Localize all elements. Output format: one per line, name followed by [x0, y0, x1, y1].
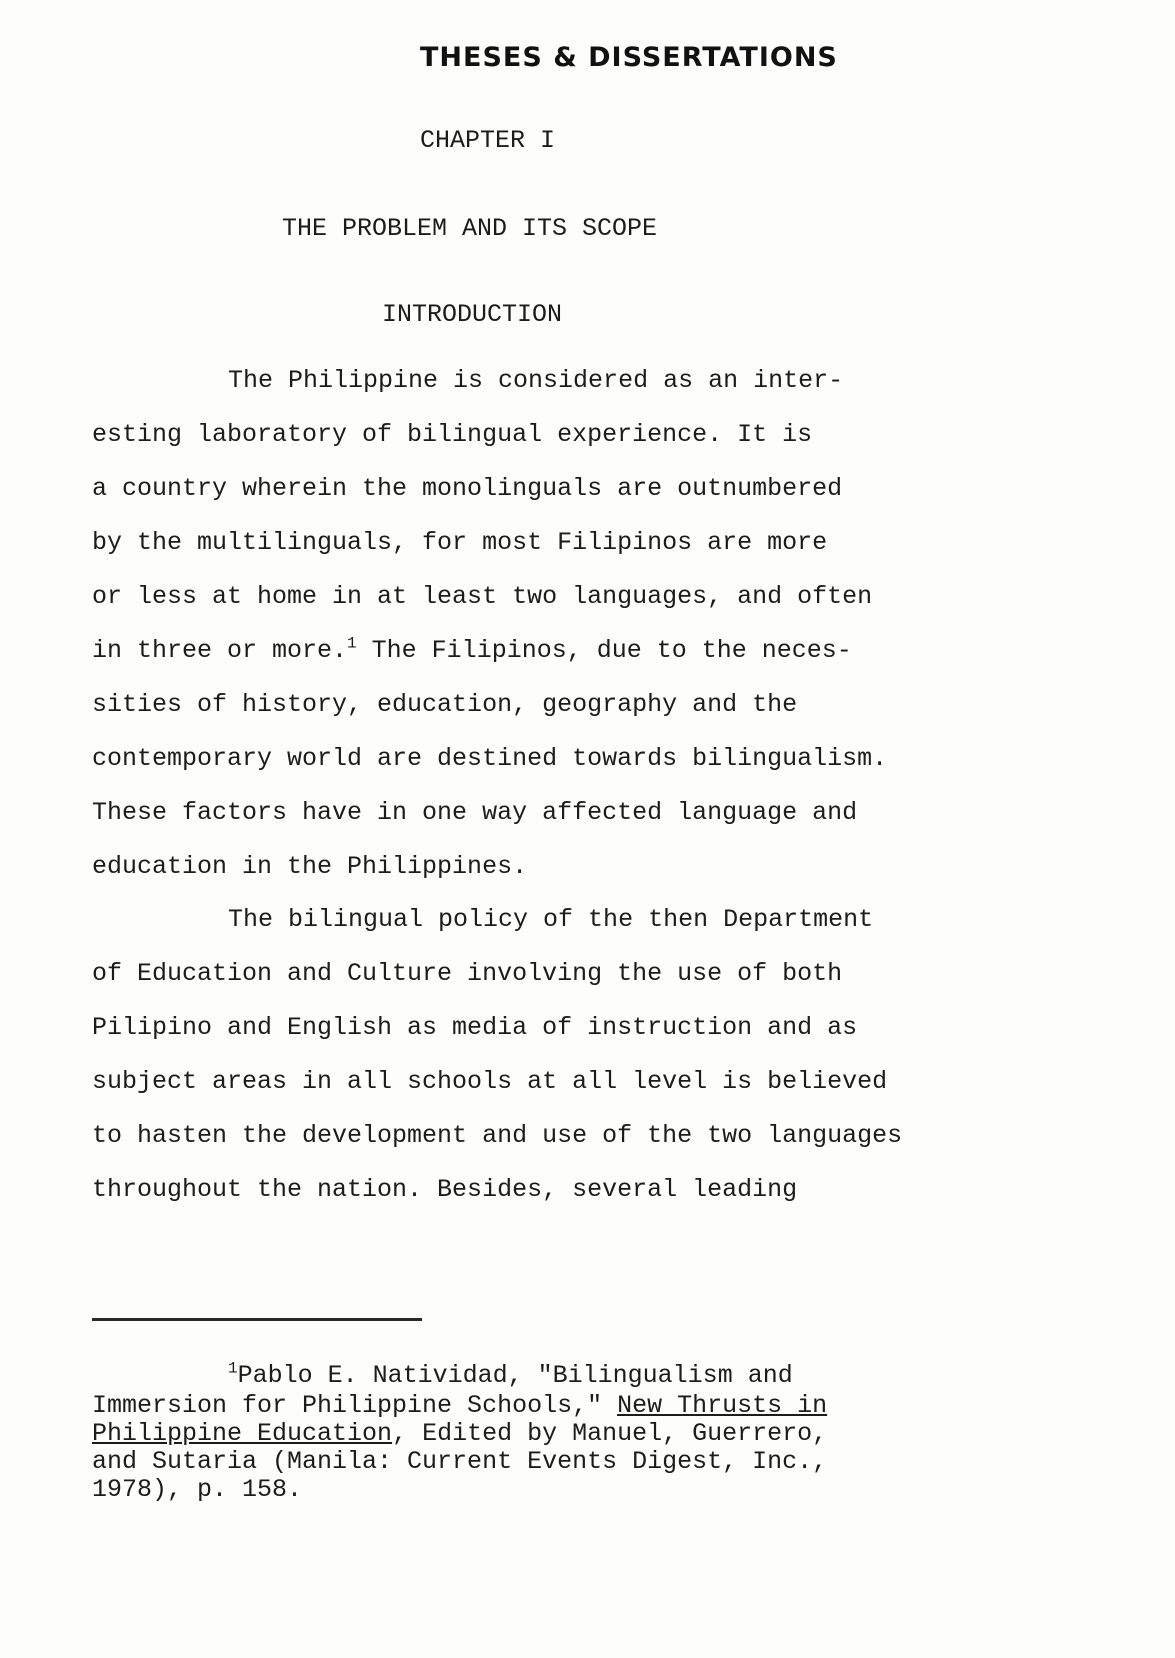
body-line-text: The Filipinos, due to the neces- — [371, 636, 852, 665]
body-line: esting laboratory of bilingual experience. It is — [92, 420, 813, 449]
section-heading: INTRODUCTION — [382, 300, 563, 329]
body-line: education in the Philippines. — [92, 852, 528, 881]
footnote-text: , Edited by Manuel, Guerrero, — [392, 1419, 828, 1448]
footnote-book-title: Philippine Education — [92, 1419, 393, 1448]
footnote-line — [228, 1359, 793, 1390]
footnote-divider — [92, 1318, 422, 1321]
footnote-line: and Sutaria (Manila: Current Events Digest, Inc., — [92, 1447, 828, 1476]
footnote-text: Immersion for Philippine Schools," — [92, 1391, 618, 1420]
chapter-label: CHAPTER I — [420, 126, 556, 155]
body-line: The bilingual policy of the then Department — [228, 905, 874, 934]
body-line: to hasten the development and use of the two languages — [92, 1121, 903, 1150]
body-line: contemporary world are destined towards bilingualism. — [92, 744, 888, 773]
body-line-text: in three or more. — [92, 636, 348, 665]
footnote-book-title: New Thrusts in — [617, 1391, 828, 1420]
theses-stamp: THESES & DISSERTATIONS — [420, 42, 838, 73]
body-line: throughout the nation. Besides, several leading — [92, 1175, 798, 1204]
footnote-line — [92, 1420, 827, 1448]
body-line: by the multilinguals, for most Filipinos are more — [92, 528, 828, 557]
footnote-text: Pablo E. Natividad, "Bilingualism and — [237, 1361, 793, 1390]
body-line: The Philippine is considered as an inter- — [228, 366, 844, 395]
body-line: or less at home in at least two languages, and often — [92, 582, 873, 611]
body-line — [92, 636, 852, 665]
body-line: subject areas in all schools at all level is believed — [92, 1067, 888, 1096]
footnote-line: 1978), p. 158. — [92, 1475, 303, 1504]
footnote-reference: 1 — [347, 634, 357, 653]
footnote-marker: 1 — [228, 1359, 238, 1378]
chapter-title: THE PROBLEM AND ITS SCOPE — [282, 214, 658, 243]
body-line: These factors have in one way affected language and — [92, 798, 858, 827]
body-line: of Education and Culture involving the use of both — [92, 959, 843, 988]
footnote-line — [92, 1392, 827, 1420]
body-line: Pilipino and English as media of instruction and as — [92, 1013, 858, 1042]
body-line: sities of history, education, geography and the — [92, 690, 798, 719]
body-line: a country wherein the monolinguals are outnumbered — [92, 474, 843, 503]
